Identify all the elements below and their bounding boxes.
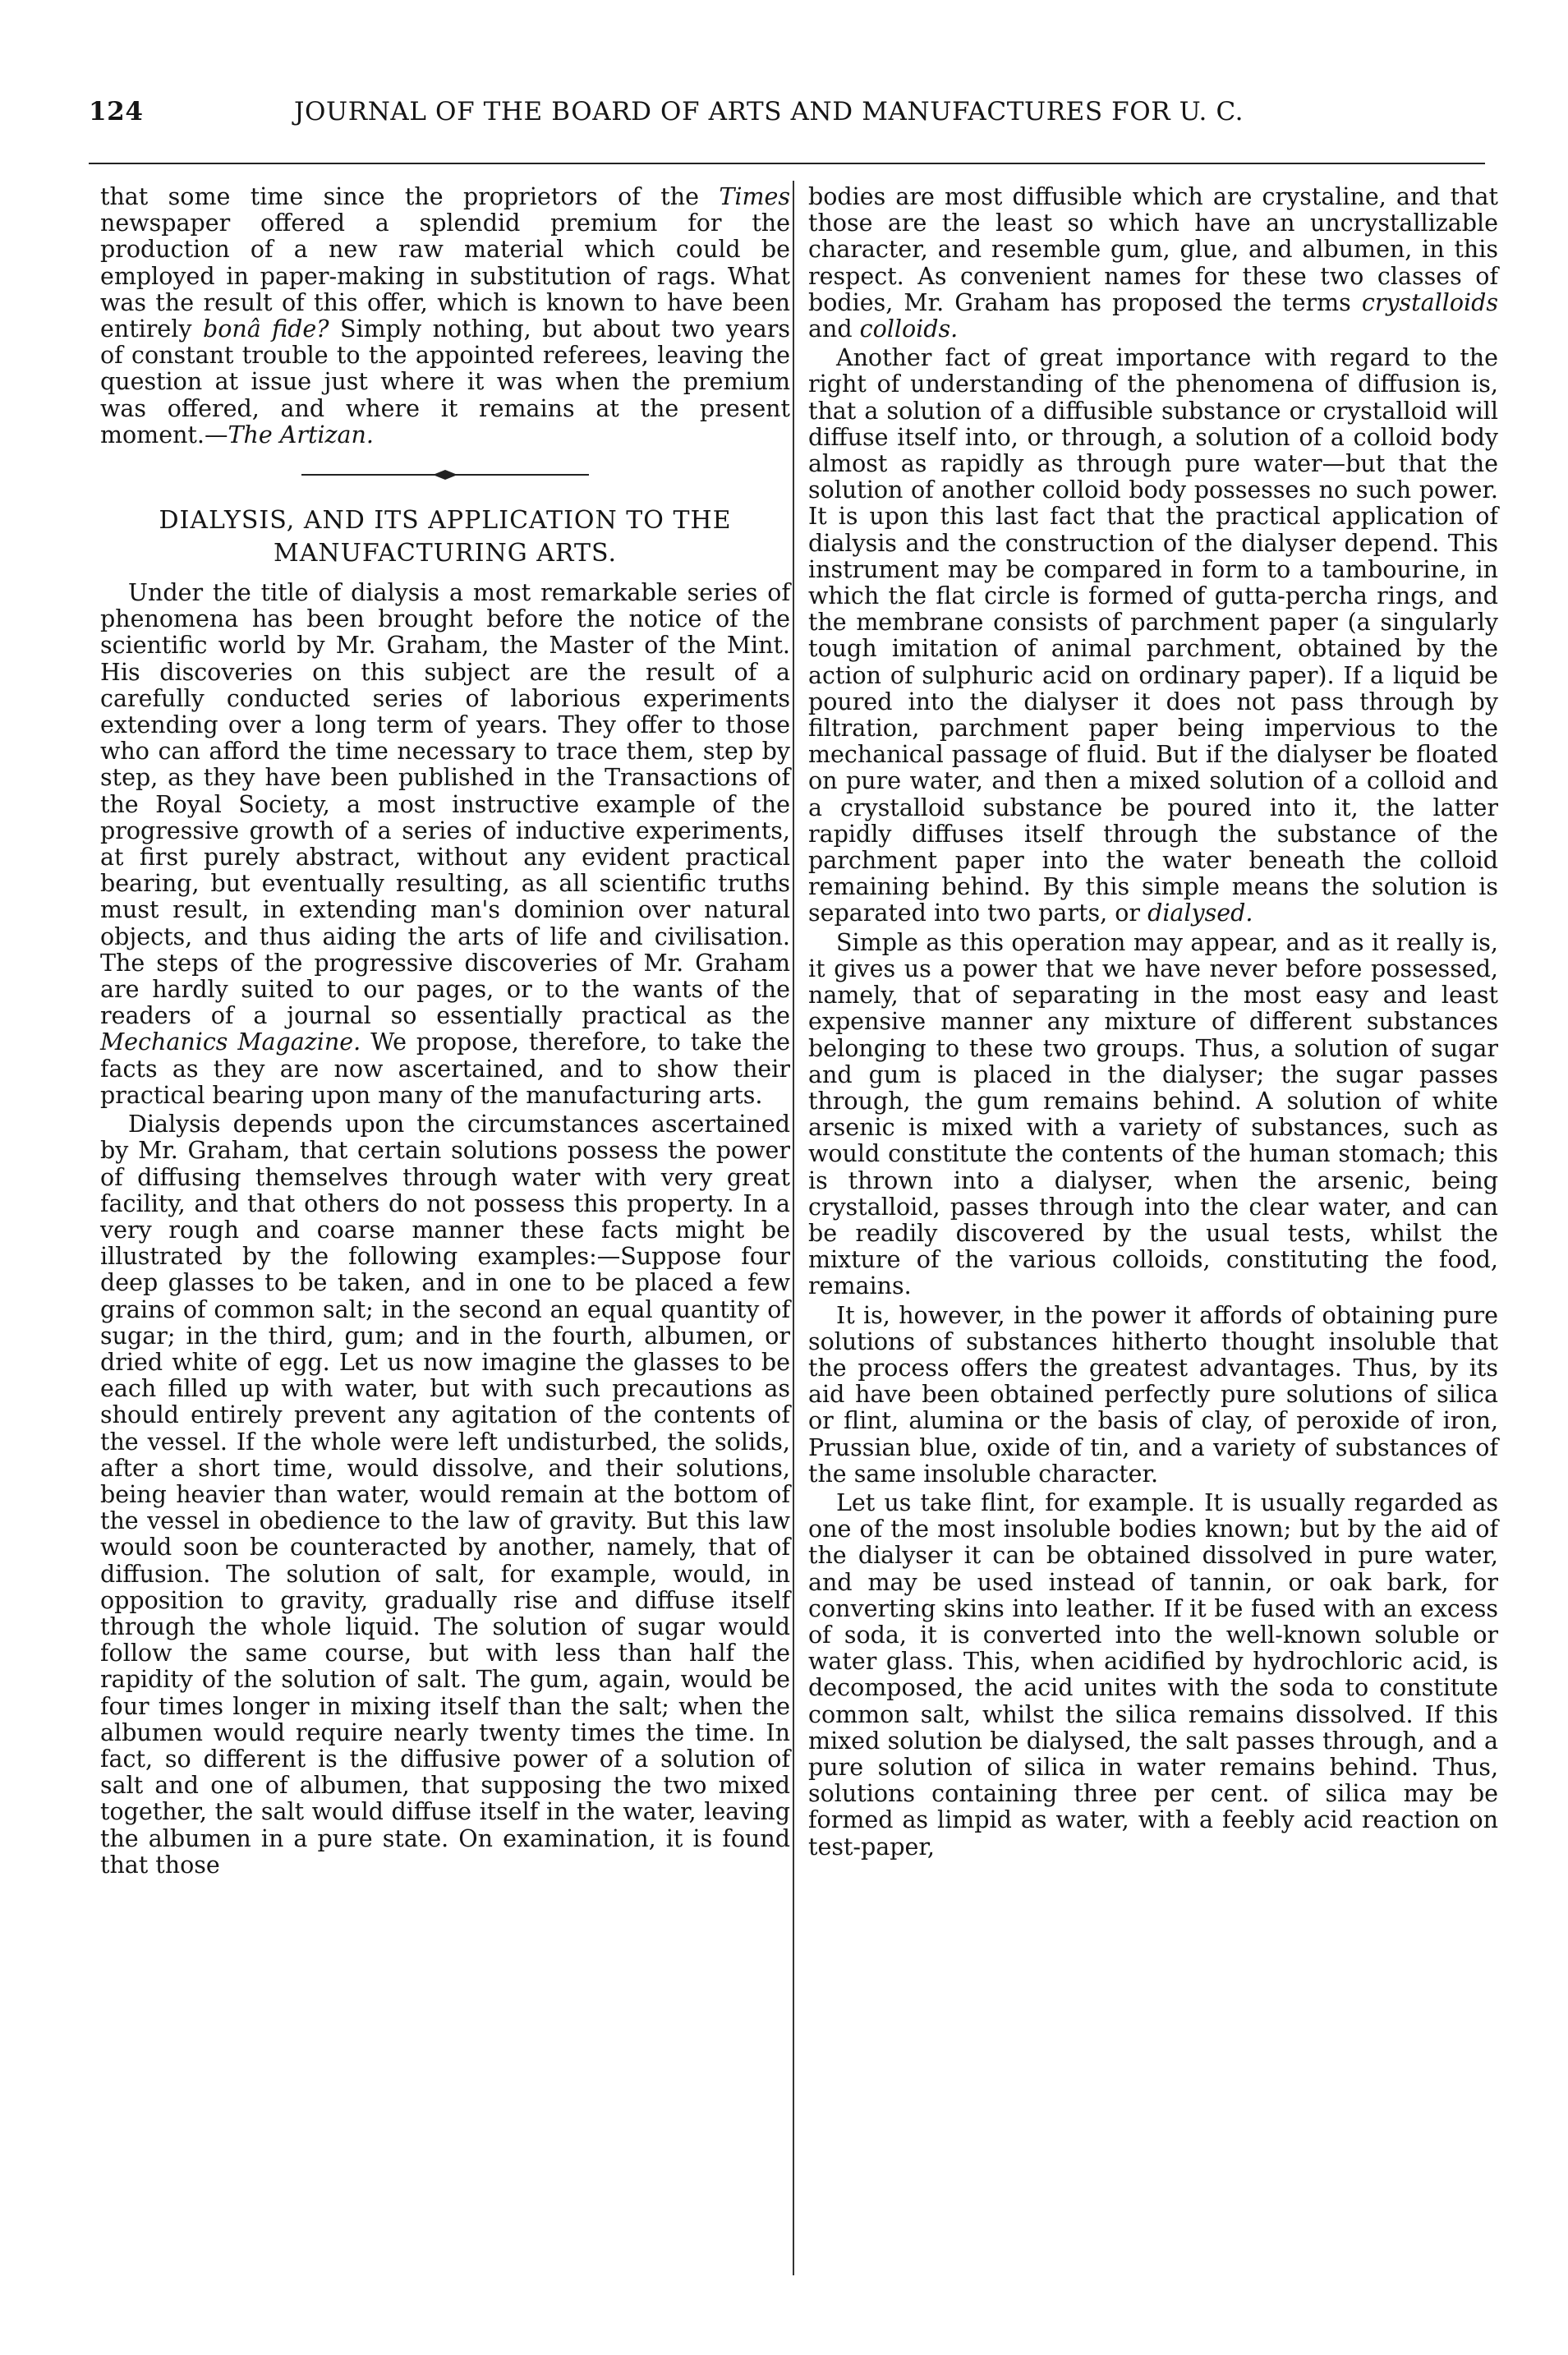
right-column xyxy=(808,184,1498,1863)
running-title: JOURNAL OF THE BOARD OF ARTS AND MANUFACTURES FOR U. C. xyxy=(294,97,1244,126)
column-divider xyxy=(793,181,794,2275)
paragraph: Let us take flint, for example. It is usually regarded as one of the most insoluble bodies known; but by the aid of the dialyser it can be obtained dissolved in pure water, and may be used instead of tannin, or oak bark, for converting skins into leather. If it be fused with an excess of soda, it is converted into the well-known soluble or water glass. This, when acidified by hydrochloric acid, is decomposed, the acid unites with the soda to constitute common salt, whilst the silica remains dissolved. If this mixed solution be dialysed, the salt passes through, and a pure solution of silica in water remains behind. Thus, solutions containing three per cent. of silica may be formed as limpid as water, with a feebly acid reaction on test-paper, xyxy=(808,1488,1498,1861)
paragraph: Dialysis depends upon the circumstances ascertained by Mr. Graham, that certain solutions possess the power of diffusing themselves through water with very great facility, and that others do not possess this property. In a very rough and coarse manner these facts might be illustrated by the following examples:—Suppose four deep glasses to be taken, and in one to be placed a few grains of common salt; in the second an equal quantity of sugar; in the third, gum; and in the fourth, albumen, or dried white of egg. Let us now imagine the glasses to be each filled up with water, but with such precautions as should entirely prevent any agitation of the contents of the vessel. If the whole were left undisturbed, the solids, after a short time, would dissolve, and their solutions, being heavier than water, would remain at the bottom of the vessel in obedience to the law of gravity. But this law would soon be counteracted by another, namely, that of diffusion. The solution of salt, for example, would, in opposition to gravity, gradually rise and diffuse itself through the whole liquid. The solution of sugar would follow the same course, but with less than half the rapidity of the solution of salt. The gum, again, would be four times longer in mixing itself than the salt; when the albumen would require nearly twenty times the time. In fact, so different is the diffusive power of a solution of salt and one of albumen, that supposing the two mixed together, the salt would diffuse itself in the water, leaving the albumen in a pure state. On examination, it is found that those xyxy=(100,1111,790,1879)
paragraph: Simple as this operation may appear, and as it really is, it gives us a power that we have never before possessed, namely, that of separating in the most easy and least expensive manner any mixture of different substances belonging to these two groups. Thus, a solution of sugar and gum is placed in the dialyser; the sugar passes through, the gum remains behind. A solution of white arsenic is mixed with a variety of substances, such as would constitute the contents of the human stomach; this is thrown into a dialyser, when the arsenic, being crystalloid, passes through into the clear water, and can be readily discovered by the usual tests, whilst the mixture of the various colloids, constituting the food, remains. xyxy=(808,928,1498,1300)
paragraph: Under the title of dialysis a most remarkable series of phenomena has been brought before the notice of the scientific world by Mr. Graham, the Master of the Mint. His discoveries on this subject are the result of a carefully conducted series of laborious experiments extending over a long term of years. They offer to those who can afford the time necessary to trace them, step by step, as they have been published in the Transactions of the Royal Society, a most instructive example of the progressive growth of a series of inductive experiments, at first purely abstract, without any evident practical bearing, but eventually resulting, as all scientific truths must result, in extending man's dominion over natural objects, and thus aiding the arts of life and civilisation. The steps of the progressive discoveries of Mr. Graham are hardly suited to our pages, or to the wants of the readers of a journal so essentially practical as the Mechanics Magazine. We propose, therefore, to take the facts as they are now ascertained, and to show their practical bearing upon many of the manufacturing arts. xyxy=(100,579,790,1109)
page-number: 124 xyxy=(89,97,144,126)
section-divider-ornament xyxy=(301,467,589,483)
running-head xyxy=(89,97,1485,146)
paragraph: It is, however, in the power it affords of obtaining pure solutions of substances hitherto thought insoluble that the process offers the greatest advantages. Thus, by its aid have been obtained perfectly pure solutions of silica or flint, alumina or the basis of clay, of peroxide of iron, Prussian blue, oxide of tin, and a variety of substances of the same insoluble character. xyxy=(808,1301,1498,1488)
article-heading: DIALYSIS, AND ITS APPLICATION TO THE MANUFACTURING ARTS. xyxy=(159,506,732,568)
source-citation: The Artizan. xyxy=(228,421,374,448)
paragraph: bodies are most diffusible which are crystaline, and that those are the least so which have an uncrystallizable character, and resemble gum, glue, and albumen, in this respect. As convenient names for these two classes of bodies, Mr. Graham has proposed the terms crystalloids and colloids. xyxy=(808,183,1498,343)
header-rule xyxy=(89,163,1485,164)
left-column xyxy=(100,184,790,1881)
paragraph: Another fact of great importance with regard to the right of understanding of the phenomena of diffusion is, that a solution of a diffusible substance or crystalloid will diffuse itself into, or through, a solution of a colloid body almost as rapidly as through pure water—but that the solution of another colloid body possesses no such power. It is upon this last fact that the practical application of dialysis and the construction of the dialyser depend. This instrument may be compared in form to a tambourine, in which the flat circle is formed of gutta-percha rings, and the membrane consists of parchment paper (a singularly tough imitation of animal parchment, obtained by the action of sulphuric acid on ordinary paper). If a liquid be poured into the dialyser it does not pass through by filtration, parchment paper being impervious to the mechanical passage of fluid. But if the dialyser be floated on pure water, and then a mixed solution of a colloid and a crystalloid substance be poured into it, the latter rapidly diffuses itself through the substance of the parchment paper into the water beneath the colloid remaining behind. By this simple means the solution is separated into two parts, or dialysed. xyxy=(808,344,1498,927)
paragraph: that some time since the proprietors of the Times newspaper offered a splendid premium for the production of a new raw material which could be employed in paper-making in substitution of rags. What was the result of this offer, which is known to have been entirely bonâ fide? Simply nothing, but about two years of constant trouble to the appointed referees, leaving the question at issue just where it was when the premium was offered, and where it remains at the present moment.—The Artizan. xyxy=(100,183,790,448)
